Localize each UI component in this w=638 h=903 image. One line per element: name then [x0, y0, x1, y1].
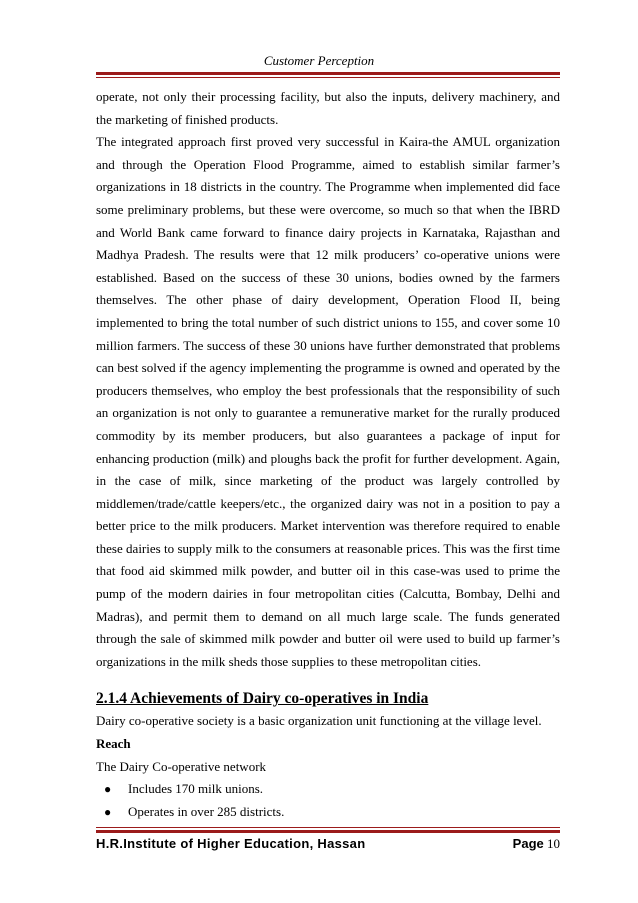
- page-label: Page: [512, 836, 544, 851]
- footer-page: [513, 836, 560, 852]
- subheading-reach: Reach: [96, 736, 131, 752]
- list-item-text: Operates in over 285 districts.: [128, 803, 285, 819]
- page-body: [96, 86, 560, 823]
- reach-bullet-list: [96, 778, 560, 823]
- page-header-title: Customer Perception: [263, 53, 375, 68]
- paragraph-continuation: operate, not only their processing facility, but also the inputs, delivery machinery, and the marketing of finished products.: [96, 89, 560, 127]
- section-heading: 2.1.4 Achievements of Dairy co-operatives in India: [96, 690, 429, 708]
- footer-rule-thick: [96, 830, 560, 833]
- list-item: [104, 778, 560, 801]
- page-footer: [96, 836, 560, 854]
- list-item-text: Includes 170 milk unions.: [128, 781, 264, 797]
- section-intro: Dairy co-operative society is a basic organization unit functioning at the village level.: [96, 713, 542, 729]
- footer-institute: H.R.Institute of Higher Education, Hassan: [96, 836, 366, 851]
- page-number: 10: [547, 836, 560, 851]
- paragraph-integrated-approach: The integrated approach first proved very successful in Kaira-the AMUL organization and through the Operation Flood Programme, aimed to establish similar farmer’s organizations in 18 districts in the country. The Programme when implemented did face some preliminary problems, but these were overcome, so much so that when the IBRD and World Bank came forward to finance dairy projects in Karnataka, Rajasthan and Madhya Pradesh. The results were that 12 milk producers’ co-operative unions were established. Based on the success of these 30 unions, bodies owned by the farmers themselves. The other phase of dairy development, Operation Flood II, being implemented to bring the total number of such district unions to 155, and cover some 10 million farmers. The success of these 30 unions have further demonstrated that problems can best solved if the agency implementing the programme is owned and operated by the producers themselves, who employ the best professionals that the responsibility of such an organization is not only to guarantee a remunerative market for the rurally produced commodity by its member producers, but also guarantees a package of input for enhancing production (milk) and ploughs back the profit for further development. Again, in the case of milk, since marketing of the product was largely controlled by middlemen/trade/cattle keepers/etc., the organized dairy was not in a position to pay a better price to the milk producers. Market intervention was therefore required to enable these dairies to supply milk to the consumers at reasonable prices. This was the first time that food aid skimmed milk powder, and butter oil in this case-was used to prime the pump of the modern dairies in four metropolitan cities (Calcutta, Bombay, Delhi and Madras), and permit them to demand on all much large scale. The funds generated through the sale of skimmed milk powder and butter oil were used to build up farmer’s organizations in the milk sheds those supplies to these metropolitan cities.: [96, 134, 560, 669]
- header-rule-thin: [96, 77, 560, 78]
- footer-rule-thin: [96, 827, 560, 828]
- header-rule-thick: [96, 72, 560, 75]
- bullet-icon: ●: [104, 804, 112, 819]
- network-intro: The Dairy Co-operative network: [96, 758, 267, 774]
- list-item: [104, 801, 560, 824]
- bullet-icon: ●: [104, 782, 112, 797]
